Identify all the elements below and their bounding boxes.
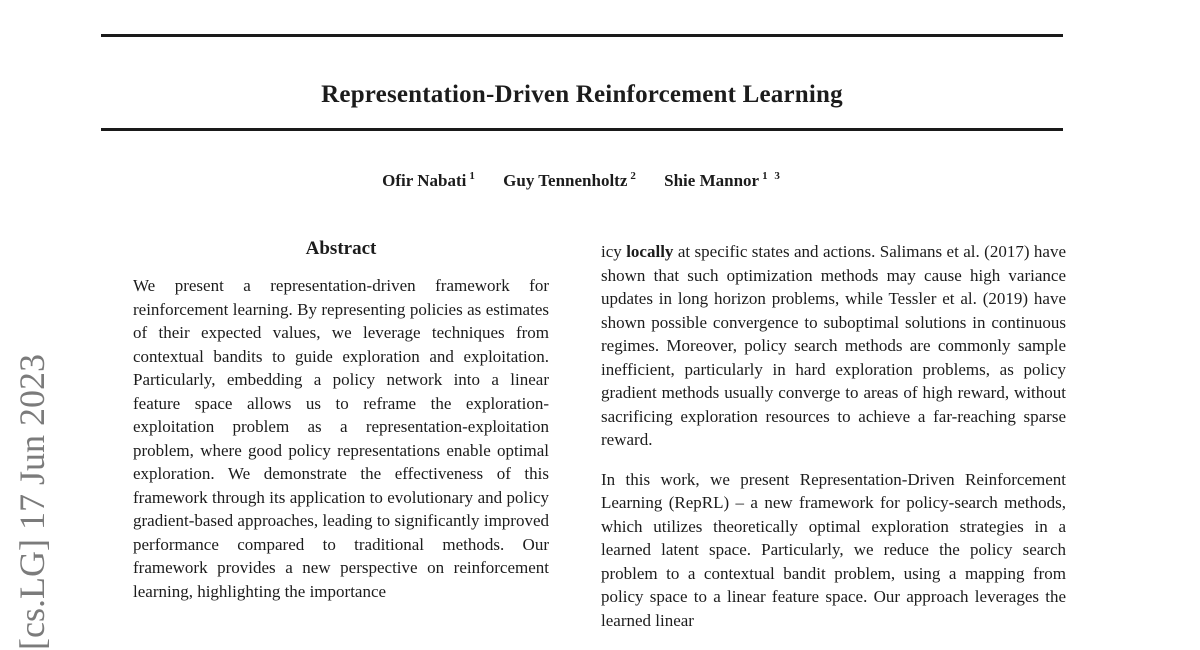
body-paragraph: In this work, we present Representation-Driven Reinforcement Learning (RepRL) – a new framework for policy-search methods, which utilizes theoretically optimal exploration strategies in a learned latent space. Particularly, we reduce the policy search problem to a contextual bandit problem, using a mapping from policy space to a linear feature space. Our approach leverages the learned linear: [601, 469, 1066, 630]
author: [503, 171, 638, 190]
author: [382, 171, 477, 190]
author-name: Ofir Nabati: [382, 170, 467, 190]
body-column-right: [601, 240, 1066, 648]
authors-line: [101, 170, 1063, 191]
header-rule-bottom: [101, 128, 1063, 131]
arxiv-watermark: [cs.LG] 17 Jun 2023: [12, 354, 52, 650]
abstract-heading: Abstract: [305, 238, 377, 259]
abstract-section: [133, 238, 549, 603]
paragraph-text: icy: [601, 242, 627, 261]
author-affiliation-superscript: 2: [630, 170, 638, 182]
author-name: Guy Tennenholtz: [503, 170, 628, 190]
author: [664, 171, 782, 190]
paper-title: Representation-Driven Reinforcement Learning: [321, 80, 843, 108]
header-rule-top: [101, 34, 1063, 37]
author-name: Shie Mannor: [664, 170, 760, 190]
author-affiliation-superscript: 1: [469, 170, 477, 182]
paragraph-text: at specific states and actions. Salimans et al. (2017) have shown that such optimization methods may cause high variance updates in long horizon problems, while Tessler et al. (2019) have shown possible convergence to suboptimal solutions in continuous regimes. Moreover, policy search methods are commonly sample inefficient, particularly in hard exploration problems, as policy gradient methods usually converge to areas of high reward, without sacrificing exploration resources to achieve a far-reaching sparse reward.: [601, 242, 1066, 449]
body-paragraph: [601, 240, 1066, 452]
author-affiliation-superscript: 1 3: [762, 170, 782, 182]
abstract-text: We present a representation-driven framework for reinforcement learning. By representing policies as estimates of their expected values, we leverage techniques from contextual bandits to guide exploration and exploitation. Particularly, embedding a policy network into a linear feature space allows us to reframe the exploration-exploitation problem as a representation-exploitation problem, where good policy representations enable optimal exploration. We demonstrate the effectiveness of this framework through its application to evolutionary and policy gradient-based approaches, leading to significantly improved performance compared to traditional methods. Our framework provides a new perspective on reinforcement learning, highlighting the importance: [133, 276, 549, 601]
bold-emphasis-text: locally: [626, 242, 674, 261]
